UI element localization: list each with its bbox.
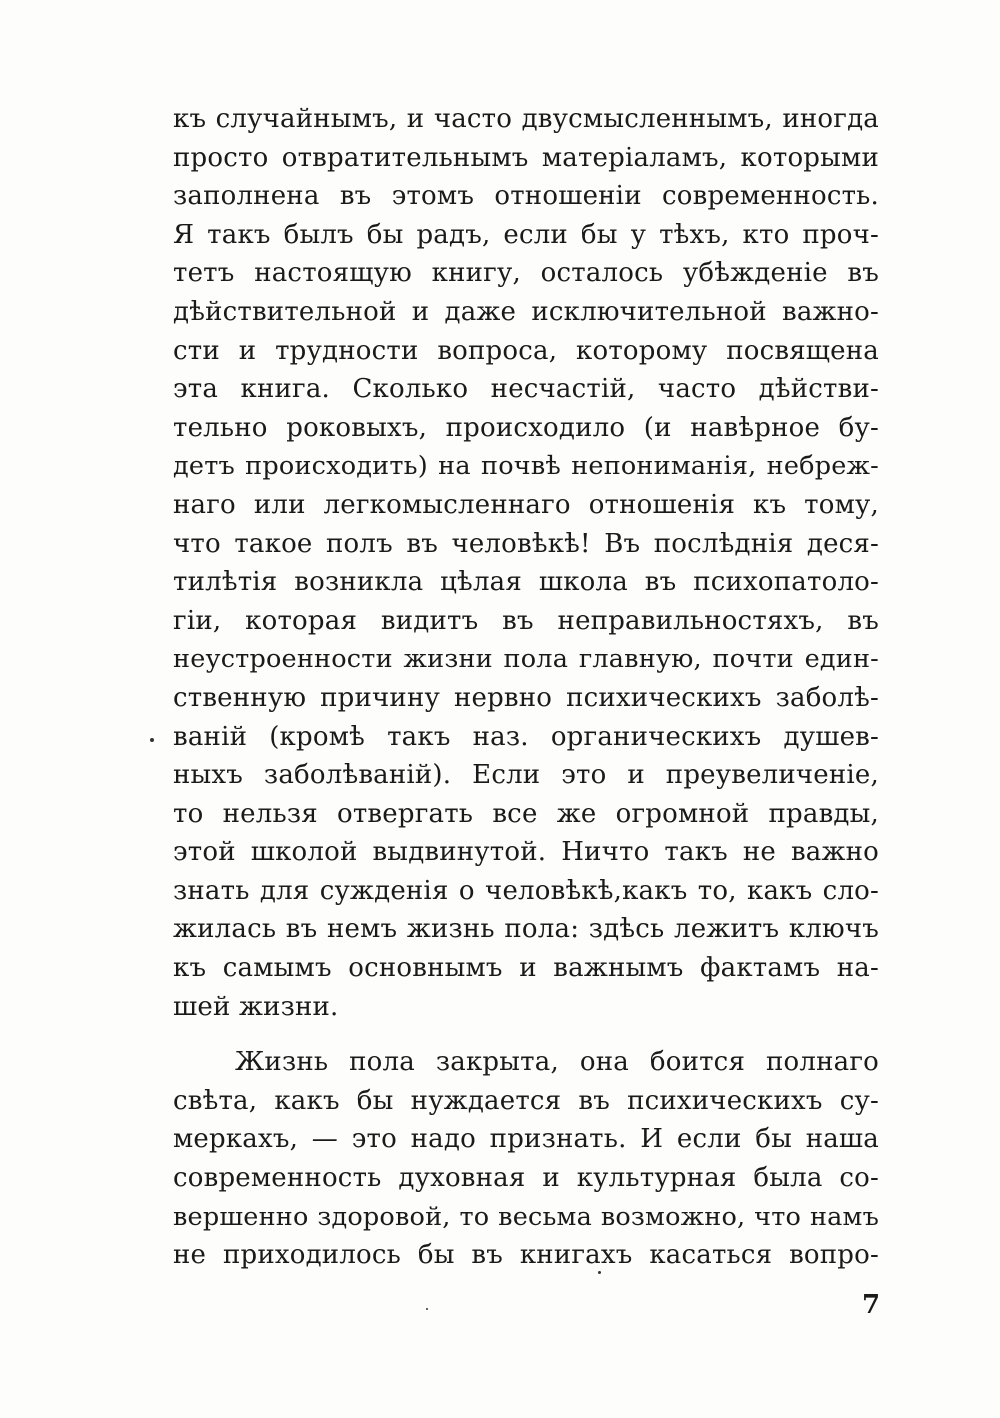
text-line: заполнена въ этомъ отношеніи современность.: [173, 181, 879, 212]
paragraph-2: [173, 1043, 879, 1275]
text-line: наго или легкомысленнаго отношенія къ тому,: [173, 489, 879, 520]
text-line: гіи, которая видитъ въ неправильностяхъ, въ: [173, 605, 879, 636]
text-line: эта книга. Сколько несчастій, часто дѣйстви-: [173, 374, 879, 405]
text-line: неустроенности жизни пола главную, почти един-: [173, 644, 879, 675]
text-line: не приходилось бы въ книгахъ касаться вопро-: [173, 1240, 879, 1271]
text-line: ственную причину нервно психическихъ заболѣ-: [173, 682, 879, 713]
page-number: 7: [862, 1290, 881, 1320]
text-line: что такое полъ въ человѣкѣ! Въ послѣднія деся-: [173, 528, 879, 559]
text-line: знать для сужденія о человѣкѣ,какъ то, какъ сло-: [173, 875, 879, 906]
text-line: тетъ настоящую книгу, осталось убѣжденіе въ: [173, 258, 879, 289]
ink-speck: [426, 1308, 428, 1310]
text-line: шей жизни.: [173, 991, 339, 1022]
text-line: жилась въ немъ жизнь пола: здѣсь лежитъ ключъ: [173, 914, 879, 945]
text-line: Я такъ былъ бы радъ, если бы у тѣхъ, кто проч-: [173, 219, 879, 250]
text-line: современность духовная и культурная была со-: [173, 1163, 879, 1194]
text-line: ныхъ заболѣваній). Если это и преувеличеніе,: [173, 760, 879, 791]
text-line: Жизнь пола закрыта, она боится полнаго: [235, 1047, 879, 1078]
text-line: меркахъ, — это надо признать. И если бы наша: [173, 1124, 879, 1155]
text-line: къ случайнымъ, и часто двусмысленнымъ, иногда: [173, 104, 879, 134]
text-line: ваній (кромѣ такъ наз. органическихъ душев-: [173, 721, 879, 752]
ink-speck: [150, 738, 154, 742]
text-line: къ самымъ основнымъ и важнымъ фактамъ на-: [173, 953, 879, 984]
text-line: то нельзя отвергать все же огромной правды,: [173, 798, 879, 829]
text-line: просто отвратительнымъ матеріаламъ, которыми: [173, 142, 879, 173]
text-line: вершенно здоровой, то весьма возможно, что намъ: [173, 1201, 879, 1232]
text-line: дѣйствительной и даже исключительной важно-: [173, 296, 879, 327]
paragraph-1: [173, 100, 879, 1026]
text-line: тельно роковыхъ, происходило (и навѣрное бу-: [173, 412, 879, 443]
text-line: сти и трудности вопроса, которому посвящена: [173, 335, 879, 366]
text-line: детъ происходить) на почвѣ непониманія, небреж-: [173, 451, 879, 482]
text-line: свѣта, какъ бы нуждается въ психическихъ су-: [173, 1085, 879, 1116]
text-line: тилѣтія возникла цѣлая школа въ психопатоло-: [173, 567, 879, 598]
body-text: [173, 100, 879, 1275]
paragraph-gap: [173, 1026, 879, 1043]
text-line: этой школой выдвинутой. Ничто такъ не важно: [173, 837, 879, 868]
ink-speck: [598, 1271, 601, 1274]
